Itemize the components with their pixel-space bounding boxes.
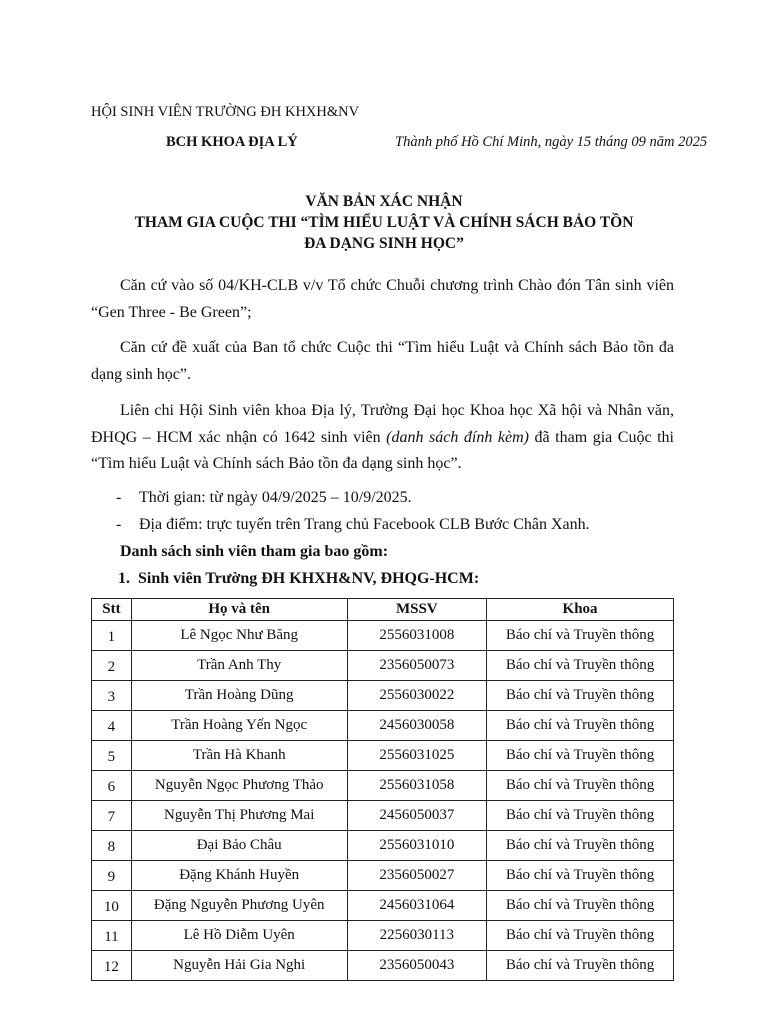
- paragraph-basis-1: Căn cứ vào số 04/KH-CLB v/v Tổ chức Chuỗi chương trình Chào đón Tân sinh viên “Gen Three - Be Green”;: [91, 277, 674, 321]
- student-id: 2556031010: [347, 831, 487, 861]
- student-id: 2256030113: [347, 921, 487, 951]
- student-name: Trần Hoàng Yến Ngọc: [131, 711, 347, 741]
- table-row: [92, 921, 674, 951]
- row-number: 12: [92, 951, 132, 981]
- organization-name: HỘI SINH VIÊN TRƯỜNG ĐH KHXH&NV: [91, 104, 360, 120]
- faculty: Báo chí và Truyền thông: [487, 951, 674, 981]
- student-name: Trần Anh Thy: [131, 651, 347, 681]
- document-title: VĂN BẢN XÁC NHẬN: [305, 193, 463, 210]
- faculty: Báo chí và Truyền thông: [487, 801, 674, 831]
- student-name: Đặng Khánh Huyền: [131, 861, 347, 891]
- faculty: Báo chí và Truyền thông: [487, 831, 674, 861]
- student-name: Trần Hà Khanh: [131, 741, 347, 771]
- document-subtitle-line2: ĐA DẠNG SINH HỌC”: [304, 235, 464, 252]
- column-header-name: Họ và tên: [131, 599, 347, 621]
- table-row: [92, 831, 674, 861]
- bullet-marker: -: [116, 489, 122, 506]
- row-number: 2: [92, 651, 132, 681]
- location-info: Địa điểm: trực tuyến trên Trang chủ Facebook CLB Bước Chân Xanh.: [139, 516, 590, 533]
- faculty: Báo chí và Truyền thông: [487, 711, 674, 741]
- faculty: Báo chí và Truyền thông: [487, 921, 674, 951]
- column-header-stt: Stt: [92, 599, 132, 621]
- row-number: 11: [92, 921, 132, 951]
- section-heading: 1. Sinh viên Trường ĐH KHXH&NV, ĐHQG-HCM:: [118, 570, 480, 587]
- bullet-marker: -: [116, 516, 122, 533]
- student-id: 2356050043: [347, 951, 487, 981]
- faculty: Báo chí và Truyền thông: [487, 891, 674, 921]
- row-number: 7: [92, 801, 132, 831]
- confirmation-text: Liên chi Hội Sinh viên khoa Địa lý, Trường Đại học Khoa học Xã hội và Nhân văn, ĐHQG – HCM xác nhận có 1642 sinh viên: [91, 402, 674, 446]
- student-id: 2556031008: [347, 621, 487, 651]
- time-info: Thời gian: từ ngày 04/9/2025 – 10/9/2025.: [139, 489, 412, 506]
- faculty: Báo chí và Truyền thông: [487, 621, 674, 651]
- table-row: [92, 681, 674, 711]
- student-name: Lê Ngọc Như Băng: [131, 621, 347, 651]
- row-number: 5: [92, 741, 132, 771]
- table-row: [92, 711, 674, 741]
- row-number: 4: [92, 711, 132, 741]
- student-id: 2456050037: [347, 801, 487, 831]
- faculty: Báo chí và Truyền thông: [487, 651, 674, 681]
- table-row: [92, 651, 674, 681]
- document-subtitle-line1: THAM GIA CUỘC THI “TÌM HIỂU LUẬT VÀ CHÍNH SÁCH BẢO TỒN: [134, 214, 634, 231]
- student-name: Đặng Nguyễn Phương Uyên: [131, 891, 347, 921]
- row-number: 9: [92, 861, 132, 891]
- student-name: Nguyễn Thị Phương Mai: [131, 801, 347, 831]
- student-name: Nguyễn Ngọc Phương Thảo: [131, 771, 347, 801]
- student-id: 2456030058: [347, 711, 487, 741]
- confirmation-text-end: đã tham gia Cuộc thi “Tìm hiểu Luật và Chính sách Bảo tồn đa dạng sinh học”.: [91, 428, 674, 472]
- attachment-note: (danh sách đính kèm): [386, 428, 529, 446]
- department-name: BCH KHOA ĐỊA LÝ: [166, 134, 298, 150]
- row-number: 6: [92, 771, 132, 801]
- column-header-faculty: Khoa: [487, 599, 674, 621]
- faculty: Báo chí và Truyền thông: [487, 771, 674, 801]
- place-date: Thành phố Hồ Chí Minh, ngày 15 tháng 09 năm 2025: [395, 134, 708, 150]
- table-row: [92, 891, 674, 921]
- table-row: [92, 801, 674, 831]
- row-number: 3: [92, 681, 132, 711]
- table-header-row: [92, 599, 674, 621]
- paragraph-basis-2: Căn cứ đề xuất của Ban tổ chức Cuộc thi “Tìm hiểu Luật và Chính sách Bảo tồn đa dạng sinh học”.: [91, 339, 674, 383]
- student-id: 2356050027: [347, 861, 487, 891]
- student-name: Đại Bảo Châu: [131, 831, 347, 861]
- student-table: [91, 598, 674, 981]
- column-header-student-id: MSSV: [347, 599, 487, 621]
- student-id: 2556031058: [347, 771, 487, 801]
- table-body: [92, 621, 674, 981]
- table-row: [92, 741, 674, 771]
- student-id: 2456031064: [347, 891, 487, 921]
- student-id: 2356050073: [347, 651, 487, 681]
- student-name: Lê Hồ Diễm Uyên: [131, 921, 347, 951]
- table-row: [92, 951, 674, 981]
- faculty: Báo chí và Truyền thông: [487, 741, 674, 771]
- row-number: 10: [92, 891, 132, 921]
- student-id: 2556030022: [347, 681, 487, 711]
- paragraph-confirmation: [91, 398, 674, 478]
- row-number: 8: [92, 831, 132, 861]
- faculty: Báo chí và Truyền thông: [487, 861, 674, 891]
- list-heading: Danh sách sinh viên tham gia bao gồm:: [120, 543, 389, 560]
- student-name: Trần Hoàng Dũng: [131, 681, 347, 711]
- table-row: [92, 861, 674, 891]
- faculty: Báo chí và Truyền thông: [487, 681, 674, 711]
- student-name: Nguyễn Hải Gia Nghi: [131, 951, 347, 981]
- student-id: 2556031025: [347, 741, 487, 771]
- row-number: 1: [92, 621, 132, 651]
- table-row: [92, 771, 674, 801]
- table-row: [92, 621, 674, 651]
